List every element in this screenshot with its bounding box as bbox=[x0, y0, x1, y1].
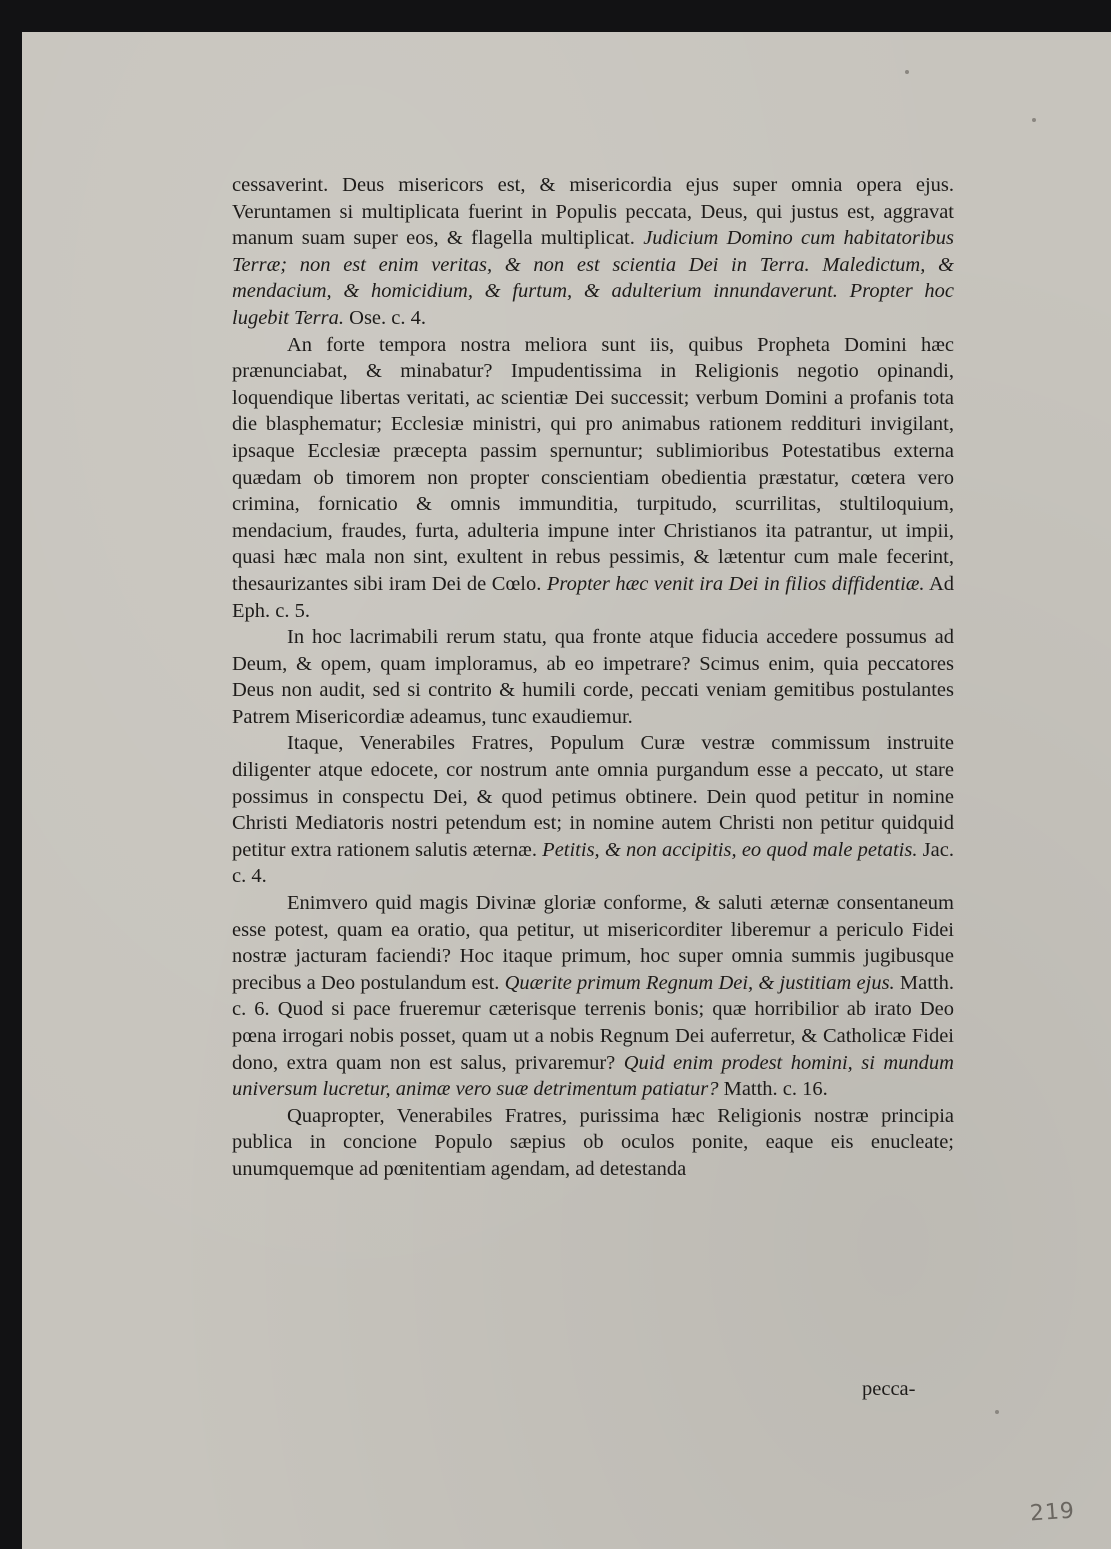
text-run: Ad Eph. c. 5. bbox=[232, 572, 954, 622]
paper-speck bbox=[905, 70, 909, 74]
text-run: Matth. c. 16. bbox=[718, 1078, 828, 1101]
text-run: An forte tempora nostra meliora sunt iis, quibus Propheta Domini hæc prænunciabat, & minabatur? Impudentissima in Religionis negotio opinandi, loquendique libertas veritati, ac scientiæ Dei successit; verbum Domini a profanis tota die blasphematur; Ecclesiæ ministri, qui pro animabus rationem reddituri invigilant, ipsaque Ecclesiæ præcepta passim spernuntur; sublimioribus Potestatibus externa quædam ob timorem non propter conscientiam obedientia præstatur, cœtera vero crimina, fornicatio & omnis immunditia, turpitudo, scurrilitas, stultiloquium, mendacium, fraudes, furta, adulteria impune inter Christianos ita patrantur, ut impii, quasi hæc mala non sint, exultent in rebus pessimis, & lætentur cum male fecerint, thesaurizantes sibi iram Dei de Cœlo. bbox=[232, 333, 954, 595]
paragraph bbox=[232, 730, 954, 890]
text-run: Enimvero quid magis Divinæ gloriæ conforme, & saluti æternæ consentaneum esse potest, quam ea oratio, qua petitur, ut misericorditer liberemur a periculo Fidei nostræ jacturam faciendi? Hoc itaque primum, hoc super omnia summis jugibusque precibus a Deo postulandum est. bbox=[232, 892, 954, 994]
text-run: Quapropter, Venerabiles Fratres, purissima hæc Religionis nostræ principia publica in concione Populo sæpius ob oculos ponite, eaque eis enucleate; unumquemque ad pœnitentiam agendam, ad detestanda bbox=[232, 1104, 954, 1180]
text-run: In hoc lacrimabili rerum statu, qua fronte atque fiducia accedere possumus ad Deum, & opem, quam imploramus, ab eo impetrare? Scimus enim, quia peccatores Deus non audit, sed si contrito & humili corde, peccati veniam gemitibus postulantes Patrem Misericordiæ adeamus, tunc exaudiemur. bbox=[232, 626, 954, 728]
text-run: Itaque, Venerabiles Fratres, Populum Curæ vestræ commissum instruite diligenter atque edocete, cor nostrum ante omnia purgandum esse a peccato, ut stare possimus in conspectu Dei, & quod petimus obtinere. Dein quod petitur in nomine Christi Mediatoris nostri petendum est; in nomine autem Christi non petitur quidquid petitur extra rationem salutis æternæ. bbox=[232, 732, 954, 861]
scripture-quote: Quid enim prodest homini, si mundum universum lucretur, animæ vero suæ detrimentum patiatur? bbox=[232, 1051, 954, 1101]
scripture-quote: Propter hæc venit ira Dei in filios diffidentiæ. bbox=[546, 572, 925, 595]
text-run: cessaverint. Deus misericors est, & misericordia ejus super omnia opera ejus. Veruntamen si multiplicata fuerint in Populis peccata, Deus, qui justus est, aggravat manum suam super eos, & flagella multiplicat. bbox=[232, 174, 954, 250]
folio-number: 219 bbox=[1029, 1498, 1076, 1527]
text-run: Matth. c. 6. Quod si pace frueremur cæterisque terrenis bonis; quæ horribilior ab irato Deo pœna irrogari nobis posset, quam ut a nobis Regnum Dei auferretur, & Catholicæ Fidei dono, extra quam non est salus, privaremur? bbox=[232, 971, 955, 1074]
paragraph bbox=[232, 1103, 954, 1183]
scripture-quote: Petitis, & non accipitis, eo quod male petatis. bbox=[542, 838, 918, 861]
scripture-quote: Judicium Domino cum habitatoribus Terræ; non est enim veritas, & non est scientia Dei in Terra. Maledictum, & mendacium, & homicidium, & furtum, & adulterium innundaverunt. Propter hoc lugebit Terra. bbox=[232, 227, 954, 329]
document-body bbox=[232, 172, 954, 1183]
paper-speck bbox=[1032, 118, 1036, 122]
paragraph bbox=[232, 624, 954, 730]
paragraph bbox=[232, 172, 954, 332]
text-run: Ose. c. 4. bbox=[344, 306, 426, 329]
paragraph bbox=[232, 890, 954, 1103]
paragraph bbox=[232, 332, 954, 625]
scripture-quote: Quærite primum Regnum Dei, & justitiam ejus. bbox=[504, 971, 895, 994]
paper-speck bbox=[995, 1410, 999, 1414]
text-run: Jac. c. 4. bbox=[232, 838, 954, 888]
catchword: pecca- bbox=[862, 1378, 916, 1400]
